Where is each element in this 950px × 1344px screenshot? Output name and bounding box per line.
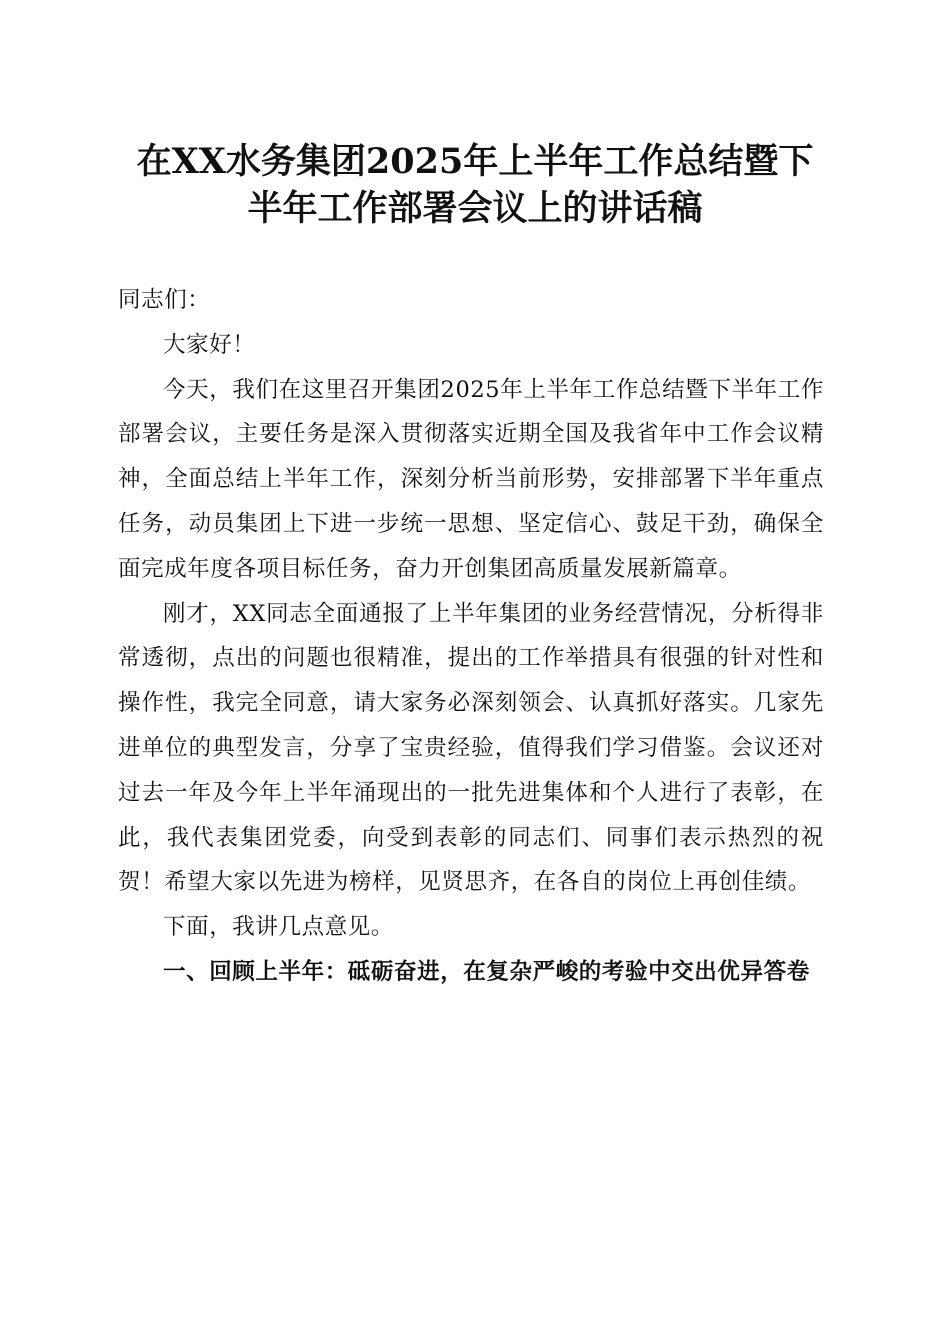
paragraph-transition: 下面，我讲几点意见。 — [163, 914, 395, 941]
title-line-1: 在XX水务集团2025年上半年工作总结暨下 — [136, 141, 814, 182]
paragraph-review: 刚才，XX同志全面通报了上半年集团的业务经营情况，分析得非常透彻，点出的问题也很精准，提出的工作举措具有很强的针对性和操作性，我完全同意，请大家务必深刻领会、认真抓好落实。几家先进单位的典型发言，分享了宝贵经验，值得我们学习借鉴。会议还对过去一年及今年上半年涌现出的一批先进集体和个人进行了表彰，在此，我代表集团党委，向受到表彰的同志们、同事们表示热烈的祝贺！希望大家以先进为榜样，见贤思齐，在各自的岗位上再创佳绩。 — [118, 600, 824, 896]
title-line-2: 半年工作部署会议上的讲话稿 — [247, 188, 703, 229]
section-heading-1: 一、回顾上半年：砥砺奋进，在复杂严峻的考验中交出优异答卷 — [163, 958, 810, 985]
paragraph-opening: 今天，我们在这里召开集团2025年上半年工作总结暨下半年工作部署会议，主要任务是深入贯彻落实近期全国及我省年中工作会议精神，全面总结上半年工作，深刻分析当前形势，安排部署下半年重点任务，动员集团上下进一步统一思想、坚定信心、鼓足干劲，确保全面完成年度各项目标任务，奋力开创集团高质量发展新篇章。 — [118, 376, 824, 582]
greeting: 大家好！ — [163, 331, 256, 358]
document-body — [118, 278, 824, 995]
salutation: 同志们： — [118, 287, 211, 313]
document-title — [100, 138, 850, 232]
